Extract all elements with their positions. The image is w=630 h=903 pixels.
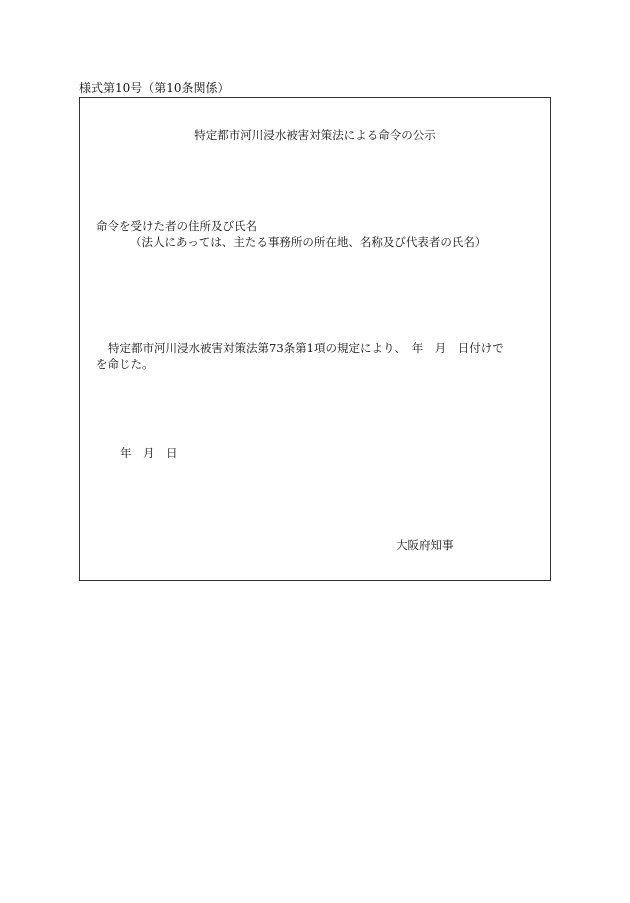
addressee-note: （法人にあっては、主たる事務所の所在地、名称及び代表者の氏名） xyxy=(130,235,487,249)
addressee-label: 命令を受けた者の住所及び氏名 xyxy=(96,219,257,233)
notice-body-line-2: を命じた。 xyxy=(96,357,154,371)
notice-title: 特定都市河川浸水被害対策法による命令の公示 xyxy=(194,128,436,142)
notice-date: 年 月 日 xyxy=(120,446,178,460)
notice-body-line-1: 特定都市河川浸水被害対策法第73条第1項の規定により、 年 月 日付けで xyxy=(108,341,504,355)
notice-body xyxy=(96,340,526,372)
form-number-label: 様式第10号（第10条関係） xyxy=(79,81,230,95)
signer-name: 大阪府知事 xyxy=(396,538,454,552)
notice-frame xyxy=(79,97,551,581)
